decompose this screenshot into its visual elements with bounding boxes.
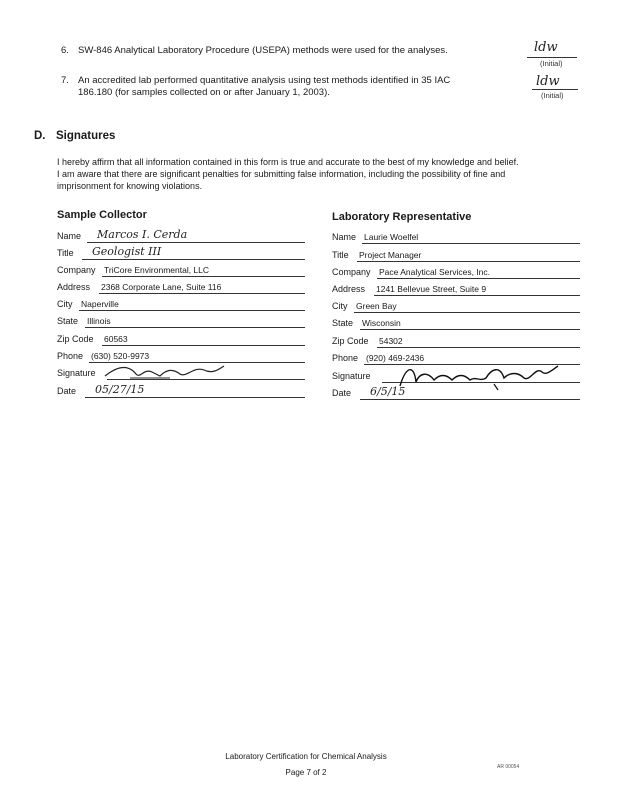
item-7-initial-line — [532, 89, 578, 90]
field-value: 05/27/15 — [95, 383, 145, 396]
field-value: 60563 — [104, 334, 128, 344]
item-6-initial-line — [527, 57, 577, 58]
item-6-number: 6. — [61, 45, 69, 56]
field-label: Name — [332, 232, 357, 242]
affirmation-line-2: I am aware that there are significant penalties for submitting false information, including the possibility of fine and — [57, 169, 506, 179]
field-value: Illinois — [87, 316, 111, 326]
field-underline — [360, 399, 580, 400]
section-letter: D. — [34, 130, 46, 142]
field-value: TriCore Environmental, LLC — [104, 265, 210, 275]
collector-title: Sample Collector — [57, 209, 147, 221]
field-underline — [85, 397, 305, 398]
field-value: Pace Analytical Services, Inc. — [379, 267, 491, 277]
item-6-text: SW-846 Analytical Laboratory Procedure (USEPA) methods were used for the analyses. — [78, 45, 448, 56]
field-value: (920) 469-2436 — [366, 353, 425, 363]
item-7-number: 7. — [61, 75, 69, 86]
field-label: Title — [332, 250, 349, 260]
field-value: 6/5/15 — [370, 385, 406, 398]
field-label: Company — [332, 267, 371, 277]
field-label: City — [332, 301, 348, 311]
field-value: 1241 Bellevue Street, Suite 9 — [376, 284, 487, 294]
footer-title: Laboratory Certification for Chemical Analysis — [225, 752, 387, 761]
field-underline — [102, 345, 305, 346]
lab-title: Laboratory Representative — [332, 211, 472, 223]
field-value: Marcos I. Cerda — [97, 228, 188, 241]
field-label: Phone — [57, 351, 84, 361]
field-value: Naperville — [81, 299, 119, 309]
lab-signature-mark — [394, 362, 564, 392]
field-label: State — [332, 318, 354, 328]
field-label: City — [57, 299, 73, 309]
affirmation-line-1: I hereby affirm that all information contained in this form is true and accurate to the best of my knowledge and belief. — [57, 157, 519, 167]
field-value: Project Manager — [359, 250, 422, 260]
field-underline — [99, 293, 305, 294]
field-value: Geologist III — [92, 245, 162, 258]
field-label: Address — [332, 284, 366, 294]
field-underline — [87, 242, 305, 243]
field-label: Signature — [57, 368, 96, 378]
item-6-initial-label: (Initial) — [540, 59, 563, 68]
affirmation-line-3: imprisonment for knowing violations. — [57, 181, 203, 191]
field-underline — [362, 243, 580, 244]
item-7-line-2: 186.180 (for samples collected on or after January 1, 2003). — [78, 87, 330, 98]
field-label: State — [57, 316, 79, 326]
field-underline — [82, 259, 305, 260]
collector-signature-mark — [100, 360, 230, 384]
field-underline — [377, 347, 580, 348]
field-label: Zip Code — [57, 334, 94, 344]
field-label: Company — [57, 265, 96, 275]
corner-code: AR 00054 — [497, 764, 520, 770]
footer-page: Page 7 of 2 — [285, 768, 327, 777]
item-6-initial: ldw — [534, 40, 558, 55]
field-underline — [79, 310, 305, 311]
field-label: Signature — [332, 371, 371, 381]
field-underline — [102, 276, 305, 277]
field-value: 54302 — [379, 336, 403, 346]
field-underline — [85, 327, 305, 328]
field-label: Date — [332, 388, 352, 398]
section-heading: Signatures — [56, 130, 116, 142]
item-7-initial-label: (Initial) — [541, 91, 564, 100]
field-underline — [374, 295, 580, 296]
field-label: Name — [57, 231, 82, 241]
field-value: Laurie Woelfel — [364, 232, 419, 242]
field-label: Phone — [332, 353, 359, 363]
field-underline — [357, 261, 580, 262]
field-value: (630) 520-9973 — [91, 351, 150, 361]
field-underline — [354, 312, 580, 313]
item-7-initial: ldw — [536, 74, 560, 89]
field-underline — [360, 329, 580, 330]
field-value: Wisconsin — [362, 318, 401, 328]
item-7-line-1: An accredited lab performed quantitative analysis using test methods identified in 35 IAC — [78, 75, 451, 86]
field-label: Title — [57, 248, 74, 258]
field-label: Date — [57, 386, 77, 396]
field-label: Zip Code — [332, 336, 369, 346]
field-value: 2368 Corporate Lane, Suite 116 — [101, 282, 222, 292]
field-underline — [377, 278, 580, 279]
field-label: Address — [57, 282, 91, 292]
field-value: Green Bay — [356, 301, 397, 311]
